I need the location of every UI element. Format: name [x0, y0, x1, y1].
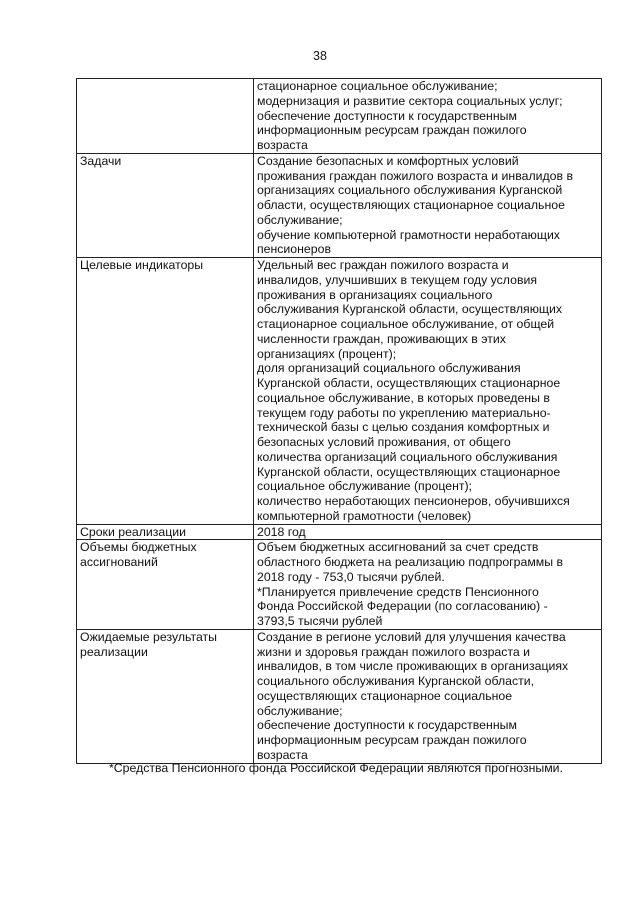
row-value-line: осуществляющих стационарное социальное: [257, 688, 513, 703]
passport-table: [76, 78, 602, 764]
row-value-line: обслуживание;: [257, 212, 343, 227]
row-value-line: обеспечение доступности к государственным: [257, 718, 517, 733]
row-value-line: обслуживание;: [257, 703, 343, 718]
row-value-line: технической базы с целью создания комфортных и: [257, 420, 550, 435]
table-row: [77, 524, 602, 540]
row-value-line: проживания в организациях социального: [257, 287, 493, 302]
footnote: *Средства Пенсионного фонда Российской Федерации являются прогнозными.: [109, 761, 563, 775]
row-value-line: модернизация и развитие сектора социальных услуг;: [257, 93, 563, 108]
row-label-line: Задачи: [80, 153, 122, 168]
row-value-line: Объем бюджетных ассигнований за счет средств: [257, 540, 539, 555]
table-row: [77, 540, 602, 630]
row-value-line: 2018 году - 753,0 тысячи рублей.: [257, 569, 445, 584]
table-row: [77, 153, 602, 257]
row-value-line: организациях (процент);: [257, 346, 397, 361]
row-value-line: безопасных условий проживания, от общего: [257, 435, 511, 449]
row-value-cell: [254, 629, 602, 763]
row-value-line: организациях социального обслуживания Курганской: [257, 183, 563, 198]
row-value-cell: [254, 258, 602, 525]
row-label-cell: [77, 258, 254, 525]
row-label-line: ассигнований: [80, 555, 158, 569]
table-row: [77, 79, 602, 154]
row-value-cell: [254, 153, 602, 257]
row-value-line: информационным ресурсам граждан пожилого: [257, 733, 527, 747]
row-value-line: стационарное социальное обслуживание, от общей: [257, 317, 555, 331]
row-value-line: обеспечение доступности к государственным: [257, 108, 517, 123]
row-value-line: Курганской области, осуществляющих стационарное: [257, 464, 561, 479]
row-value-line: возраста: [257, 138, 308, 152]
row-value-line: количество неработающих пенсионеров, обучившихся: [257, 494, 570, 508]
row-value-line: компьютерной грамотности (человек): [257, 508, 472, 523]
row-value-line: доля организаций социального обслуживания: [257, 361, 521, 376]
row-value-line: обучение компьютерной грамотности неработающих: [257, 227, 560, 242]
row-value-line: 3793,5 тысячи рублей: [257, 614, 383, 628]
row-label-cell: [77, 153, 254, 257]
row-value-line: 2018 год: [257, 524, 306, 539]
table-body: [77, 79, 602, 764]
row-label-line: реализации: [80, 644, 148, 659]
row-value-line: инвалидов, в том числе проживающих в организациях: [257, 659, 569, 674]
row-value-line: Создание в регионе условий для улучшения качества: [257, 629, 566, 644]
table-row: [77, 629, 602, 763]
row-value-line: обслуживания Курганской области, осуществляющих: [257, 302, 563, 317]
row-value-line: количества организаций социального обслуживания: [257, 449, 558, 464]
table-row: [77, 258, 602, 525]
row-label-cell: [77, 524, 254, 540]
row-value-line: социальное обслуживание (процент);: [257, 479, 473, 494]
row-value-line: жизни и здоровья граждан пожилого возраста и: [257, 644, 531, 659]
row-value-line: Удельный вес граждан пожилого возраста и: [257, 258, 509, 272]
row-value-line: социального обслуживания Курганской области,: [257, 674, 535, 688]
row-label-line: Объемы бюджетных: [80, 540, 197, 555]
row-label-line: Целевые индикаторы: [80, 258, 204, 272]
row-label-cell: [77, 629, 254, 763]
row-value-line: возраста: [257, 747, 308, 762]
row-value-line: пенсионеров: [257, 242, 331, 257]
row-value-line: инвалидов, улучшивших в текущем году условия: [257, 272, 538, 287]
row-value-line: социальное обслуживание, в которых проведены в: [257, 390, 550, 405]
row-value-line: области, осуществляющих стационарное социальное: [257, 198, 565, 212]
row-label-line: Сроки реализации: [80, 524, 187, 539]
page-number: 38: [313, 49, 327, 63]
row-value-line: информационным ресурсам граждан пожилого: [257, 123, 527, 138]
row-label-cell: [77, 79, 254, 154]
row-label-line: Ожидаемые результаты: [80, 629, 218, 644]
row-value-line: Курганской области, осуществляющих стационарное: [257, 376, 561, 390]
row-value-cell: [254, 79, 602, 154]
row-value-line: проживания граждан пожилого возраста и инвалидов в: [257, 168, 573, 183]
row-value-line: стационарное социальное обслуживание;: [257, 79, 498, 93]
row-value-line: численности граждан, проживающих в этих: [257, 331, 506, 346]
row-label-cell: [77, 540, 254, 630]
row-value-line: Фонда Российской Федерации (по согласованию) -: [257, 599, 548, 614]
row-value-line: областного бюджета на реализацию подпрограммы в: [257, 555, 564, 569]
row-value-line: *Планируется привлечение средств Пенсионного: [257, 584, 539, 599]
row-value-cell: [254, 524, 602, 540]
row-value-line: Создание безопасных и комфортных условий: [257, 153, 519, 168]
row-value-line: текущем году работы по укреплению материально-: [257, 405, 551, 420]
row-value-cell: [254, 540, 602, 630]
